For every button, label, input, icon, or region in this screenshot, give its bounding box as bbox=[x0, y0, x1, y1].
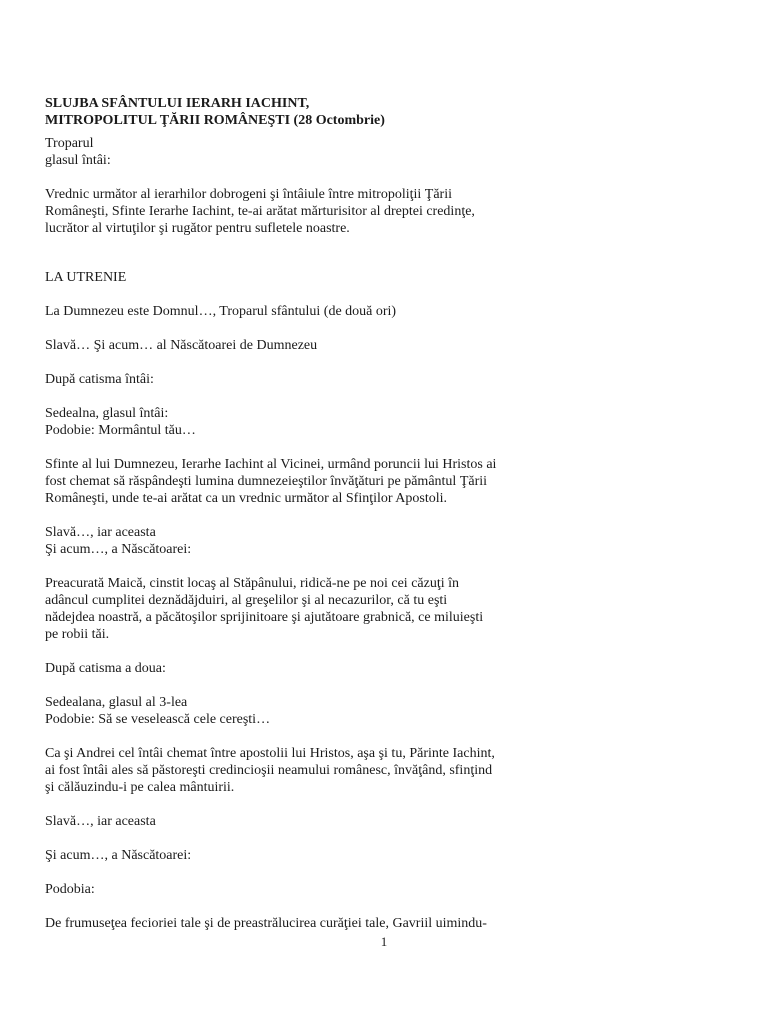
document-title bbox=[45, 95, 565, 129]
tropar-paragraph bbox=[45, 186, 565, 237]
rubric-la-dumnezeu: La Dumnezeu este Domnul…, Troparul sfântului (de două ori) bbox=[45, 304, 397, 319]
paragraph-line: adâncul cumplitei deznădăjduiri, al greşelilor şi al necazurilor, că tu eşti bbox=[45, 593, 448, 608]
paragraph-line: Ca şi Andrei cel întâi chemat între apostolii lui Hristos, aşa şi tu, Părinte Iachint, bbox=[45, 746, 495, 761]
title-line-1: SLUJBA SFÂNTULUI IERARH IACHINT, bbox=[45, 96, 310, 111]
nascatoarei-1-paragraph bbox=[45, 575, 565, 643]
sedealna-1-heading bbox=[45, 405, 565, 439]
rubric-dupa-catisma-2: După catisma a doua: bbox=[45, 661, 166, 676]
paragraph-line: Vrednic următor al ierarhilor dobrogeni şi întâiule între mitropoliţii Ţării bbox=[45, 187, 452, 202]
glasul-label: glasul întâi: bbox=[45, 153, 111, 168]
sedealna-label: Sedealna, glasul întâi: bbox=[45, 406, 169, 421]
sedealna-1-paragraph bbox=[45, 456, 565, 507]
rubric-podobia: Podobia: bbox=[45, 882, 95, 897]
paragraph-line: şi călăuzindu-i pe calea mântuirii. bbox=[45, 780, 235, 795]
paragraph-line: nădejdea noastră, a păcătoşilor sprijinitoare şi ajutătoare grabnică, ce miluieşti bbox=[45, 610, 484, 625]
paragraph-line: pe robii tăi. bbox=[45, 627, 110, 642]
document-page bbox=[45, 95, 565, 932]
page-number: 1 bbox=[380, 934, 388, 949]
paragraph-line: Sfinte al lui Dumnezeu, Ierarhe Iachint al Vicinei, urmând poruncii lui Hristos ai bbox=[45, 457, 497, 472]
final-paragraph-start: De frumuseţea fecioriei tale şi de preastrălucirea curăţiei tale, Gavriil uimindu- bbox=[45, 916, 487, 931]
slava-si-acum-1 bbox=[45, 524, 565, 558]
sedealna-2-heading bbox=[45, 694, 565, 728]
rubric-slava-2: Slavă…, iar aceasta bbox=[45, 814, 156, 829]
troparul-heading bbox=[45, 135, 565, 169]
rubric-slava: Slavă… Şi acum… al Născătoarei de Dumnezeu bbox=[45, 338, 318, 353]
rubric-dupa-catisma-1: După catisma întâi: bbox=[45, 372, 154, 387]
sedealna-label: Sedealana, glasul al 3-lea bbox=[45, 695, 188, 710]
si-acum-label: Şi acum…, a Născătoarei: bbox=[45, 542, 192, 557]
troparul-label: Troparul bbox=[45, 136, 94, 151]
paragraph-line: ai fost întâi ales să păstoreşti credincioşii neamului românesc, învăţând, sfinţind bbox=[45, 763, 493, 778]
paragraph-line: Preacurată Maică, cinstit locaş al Stăpânului, ridică-ne pe noi cei căzuţi în bbox=[45, 576, 459, 591]
rubric-si-acum-2: Şi acum…, a Născătoarei: bbox=[45, 848, 192, 863]
section-heading-utrenie: LA UTRENIE bbox=[45, 270, 127, 285]
paragraph-line: Româneşti, unde te-ai arătat ca un vrednic următor al Sfinţilor Apostoli. bbox=[45, 491, 448, 506]
podobie-label: Podobie: Mormântul tău… bbox=[45, 423, 196, 438]
podobie-label: Podobie: Să se veselească cele cereşti… bbox=[45, 712, 271, 727]
paragraph-line: lucrător al virtuţilor şi rugător pentru sufletele noastre. bbox=[45, 221, 350, 236]
title-line-2: MITROPOLITUL ŢĂRII ROMÂNEŞTI (28 Octombrie) bbox=[45, 113, 385, 128]
paragraph-line: fost chemat să răspândeşti lumina dumnezeieştilor învăţături pe pământul Ţării bbox=[45, 474, 488, 489]
paragraph-line: Româneşti, Sfinte Ierarhe Iachint, te-ai arătat mărturisitor al dreptei credinţe, bbox=[45, 204, 475, 219]
slava-label: Slavă…, iar aceasta bbox=[45, 525, 156, 540]
sedealna-2-paragraph bbox=[45, 745, 565, 796]
